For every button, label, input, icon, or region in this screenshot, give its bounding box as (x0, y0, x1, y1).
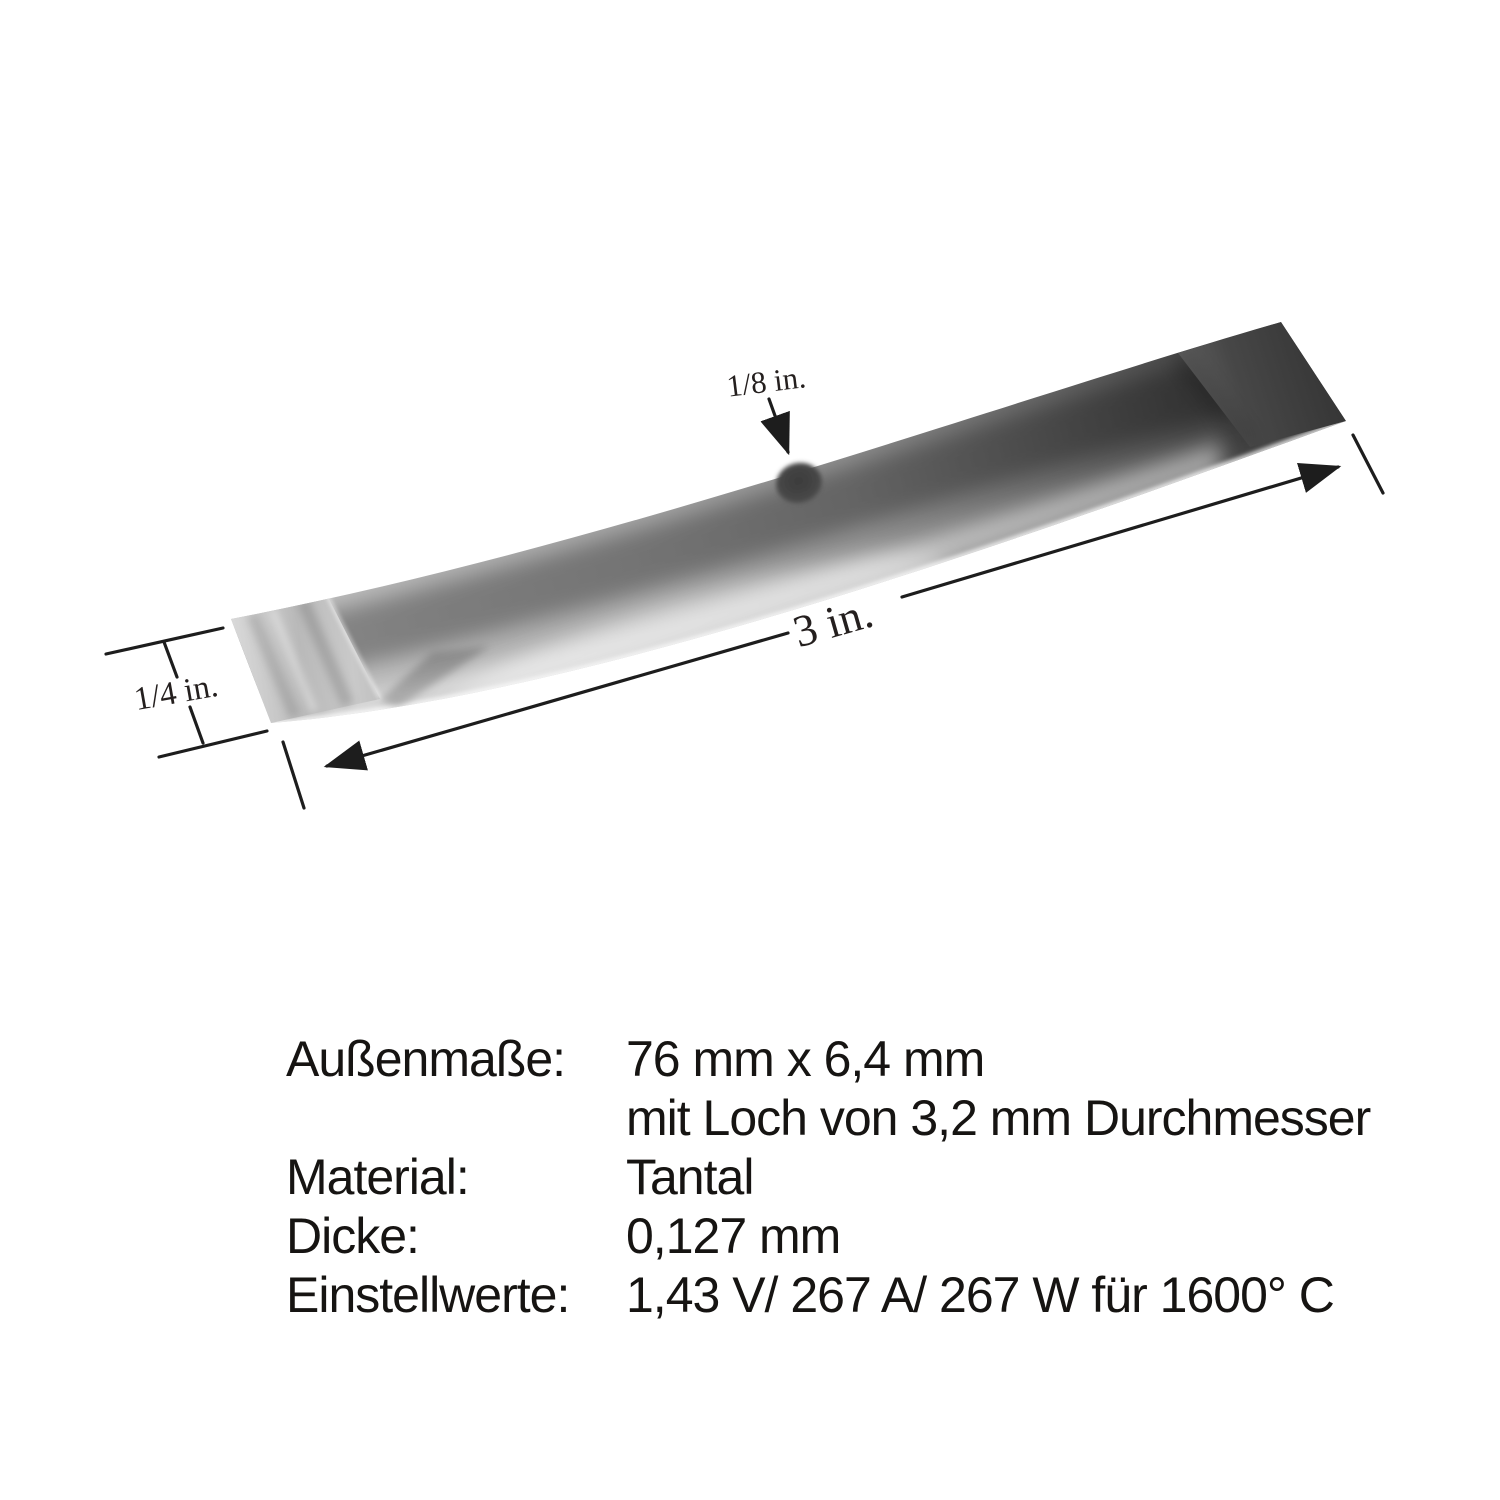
width-label: 1/4 in. (131, 667, 221, 719)
spec-table (286, 1030, 1406, 1325)
length-extension-tick-right (1353, 435, 1383, 493)
spec-row-thickness (286, 1207, 1406, 1266)
spec-value: 76 mm x 6,4 mm (626, 1031, 985, 1087)
width-stem-upper (164, 642, 177, 677)
spec-value: 0,127 mm (626, 1208, 841, 1264)
width-tick-bottom (159, 731, 267, 757)
spec-row-material (286, 1148, 1406, 1207)
spec-row-settings (286, 1266, 1406, 1325)
spec-value: mit Loch von 3,2 mm Durchmesser (626, 1090, 1371, 1146)
width-stem-lower (190, 707, 203, 743)
spec-label: Einstellwerte: (286, 1267, 570, 1323)
spec-label: Außenmaße: (286, 1031, 566, 1087)
spec-row-dimensions (286, 1030, 1406, 1089)
spec-value: 1,43 V/ 267 A/ 267 W für 1600° C (626, 1267, 1334, 1323)
spec-label: Material: (286, 1149, 469, 1205)
spec-label: Dicke: (286, 1208, 419, 1264)
hole-pointer-arrow (769, 399, 788, 452)
length-extension-tick-left (283, 742, 304, 808)
length-label: 3 in. (787, 586, 879, 658)
hole-diameter-label: 1/8 in. (724, 359, 808, 404)
spec-row-dimensions-continued (286, 1089, 1406, 1148)
spec-label (286, 1089, 626, 1148)
spec-value: Tantal (626, 1149, 754, 1205)
